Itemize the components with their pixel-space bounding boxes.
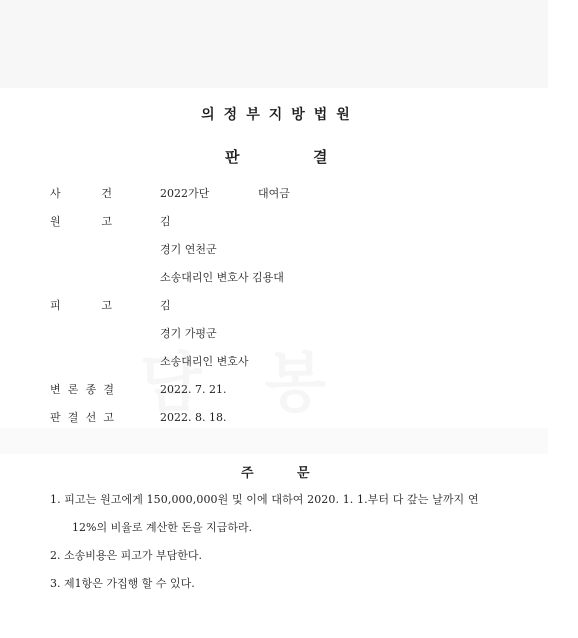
header-band bbox=[0, 0, 548, 88]
defendant-name: 김 bbox=[160, 299, 171, 312]
label-char: 사 bbox=[50, 187, 61, 200]
judgment-title-char-2: 결 bbox=[313, 148, 328, 166]
order-line-2: 2. 소송비용은 피고가 부담한다. bbox=[50, 549, 202, 562]
label-char: 변 bbox=[50, 383, 61, 396]
plaintiff-address-row bbox=[0, 240, 548, 260]
order-line-1-cont: 12%의 비율로 계산한 돈을 지급하라. bbox=[72, 521, 253, 534]
defendant-row bbox=[0, 296, 548, 316]
label-char: 원 bbox=[50, 215, 61, 228]
case-number-label bbox=[50, 184, 112, 204]
plaintiff-row bbox=[0, 212, 548, 232]
defendant-attorney-row bbox=[0, 352, 548, 372]
case-number-value: 2022가단 bbox=[160, 187, 210, 200]
case-type-value: 대여금 bbox=[258, 187, 290, 200]
plaintiff-attorney: 소송대리인 변호사 김용대 bbox=[160, 271, 284, 284]
closing-date-value: 2022. 7. 21. bbox=[160, 383, 227, 396]
plaintiff-address: 경기 연천군 bbox=[160, 243, 217, 256]
label-char: 고 bbox=[101, 215, 112, 228]
label-char: 결 bbox=[103, 383, 114, 396]
plaintiff-name: 김 bbox=[160, 215, 171, 228]
label-char: 선 bbox=[85, 411, 97, 424]
order-title-char-1: 주 bbox=[241, 466, 254, 481]
order-title-char-2: 문 bbox=[297, 466, 310, 481]
court-name: 의정부지방법원 bbox=[201, 107, 359, 123]
closing-date-label bbox=[50, 380, 114, 400]
case-number-row bbox=[0, 184, 548, 204]
section-divider-band bbox=[0, 428, 548, 454]
label-char: 론 bbox=[67, 383, 79, 396]
label-char: 고 bbox=[103, 411, 114, 424]
plaintiff-label bbox=[50, 212, 112, 232]
label-char: 결 bbox=[67, 411, 79, 424]
judgment-date-value: 2022. 8. 18. bbox=[160, 411, 227, 424]
plaintiff-attorney-row bbox=[0, 268, 548, 288]
defendant-address: 경기 가평군 bbox=[160, 327, 217, 340]
label-char: 고 bbox=[101, 299, 112, 312]
defendant-label bbox=[50, 296, 112, 316]
label-char: 건 bbox=[101, 187, 112, 200]
order-line-1: 1. 피고는 원고에게 150,000,000원 및 이에 대하여 2020. 1. 1.부터 다 갚는 날까지 연 bbox=[50, 493, 479, 506]
defendant-attorney: 소송대리인 변호사 bbox=[160, 355, 249, 368]
judgment-date-row bbox=[0, 408, 548, 428]
label-char: 종 bbox=[85, 383, 97, 396]
label-char: 판 bbox=[50, 411, 61, 424]
order-line-3: 3. 제1항은 가집행 할 수 있다. bbox=[50, 577, 195, 590]
label-char: 피 bbox=[50, 299, 61, 312]
judgment-title-char-1: 판 bbox=[225, 148, 240, 166]
judgment-date-label bbox=[50, 408, 114, 428]
closing-date-row bbox=[0, 380, 548, 400]
